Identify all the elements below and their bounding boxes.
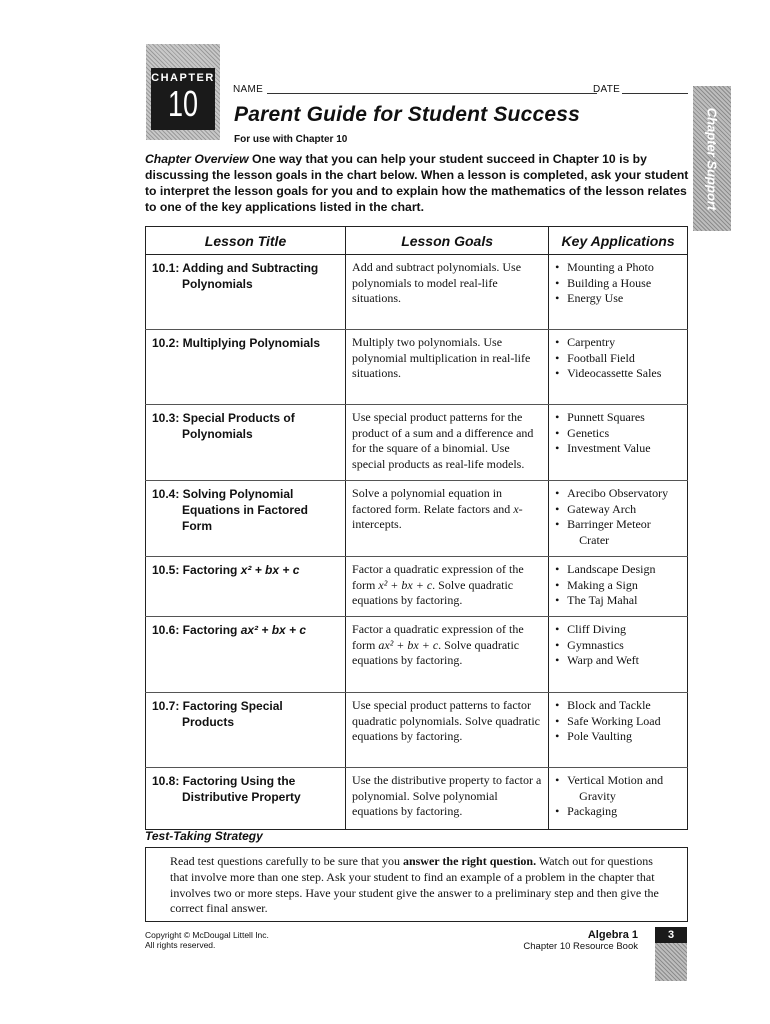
resource-book: Chapter 10 Resource Book (523, 941, 638, 952)
chapter-support-label: Chapter Support (704, 107, 720, 210)
table-header-row (146, 227, 688, 255)
strategy-box (145, 847, 688, 922)
goal-text: . Solve quadratic equations by factoring. (352, 637, 520, 668)
lesson-title-math: ax² + bx + c (240, 623, 307, 637)
application-item: • Making a Sign (555, 578, 682, 594)
strategy-emphasis: answer the right question. (402, 854, 537, 868)
lesson-title-cell (146, 481, 346, 557)
application-item: • Warp and Weft (555, 653, 682, 669)
chapter-overview (145, 151, 690, 215)
table-row (146, 617, 688, 693)
chapter-label: CHAPTER (151, 72, 215, 84)
application-item: • The Taj Mahal (555, 593, 682, 609)
key-applications-cell (549, 405, 688, 481)
lesson-title-cont: Polynomials (182, 277, 253, 291)
application-item: • Pole Vaulting (555, 729, 682, 745)
application-item: • Barringer Meteor (555, 517, 682, 533)
copyright (145, 930, 269, 950)
lesson-goal (352, 486, 543, 533)
lesson-title-math: x² + bx + c (240, 563, 300, 577)
chapter-badge-inner (151, 68, 215, 130)
rights-line: All rights reserved. (145, 940, 216, 950)
application-item: • Gymnastics (555, 638, 682, 654)
goal-expression: x² + bx + c (378, 577, 433, 592)
copyright-line: Copyright © McDougal Littell Inc. (145, 930, 269, 940)
application-item: • Block and Tackle (555, 698, 682, 714)
application-item: • Arecibo Observatory (555, 486, 682, 502)
table-row (146, 481, 688, 557)
lesson-goal: Use the distributive property to factor a polynomial. Solve polynomial equations by factoring. (352, 773, 542, 819)
strategy-text: Watch out for questions that involve more than one step. Ask your student to find an example of a problem in the chapter that involves two or more steps. Have your student give the answer to a preliminary step and then give the correct final answer. (170, 854, 659, 916)
lesson-goal-cell (346, 330, 549, 405)
application-item: • Vertical Motion and (555, 773, 682, 789)
lesson-title: 10.6: Factoring (152, 623, 241, 637)
key-applications-cell (549, 693, 688, 768)
lesson-title-cell (146, 330, 346, 405)
table-row (146, 557, 688, 617)
goal-text: -intercepts. (352, 501, 523, 532)
date-label: DATE (593, 84, 621, 95)
application-item: • Football Field (555, 351, 682, 367)
lesson-title-cell (146, 693, 346, 768)
header-key-applications: Key Applications (549, 227, 688, 255)
application-item: • Safe Working Load (555, 714, 682, 730)
chapter-support-tab (693, 86, 731, 231)
application-item: • Punnett Squares (555, 410, 682, 426)
strategy-text: Read test questions carefully to be sure that you (170, 854, 403, 868)
table-row (146, 768, 688, 830)
key-applications-cell (549, 255, 688, 330)
page-number: 3 (655, 927, 687, 943)
header-lesson-goals: Lesson Goals (346, 227, 549, 255)
footer-book-info (500, 929, 638, 952)
lesson-goal-cell (346, 693, 549, 768)
key-applications-cell (549, 617, 688, 693)
name-date-row (233, 84, 688, 100)
application-item: • Landscape Design (555, 562, 682, 578)
lesson-goal (352, 562, 543, 609)
lesson-goal-cell (346, 405, 549, 481)
application-item: • Genetics (555, 426, 682, 442)
book-title: Algebra 1 (587, 929, 638, 941)
key-applications-cell (549, 768, 688, 830)
application-item: • Gateway Arch (555, 502, 682, 518)
page-subtitle: For use with Chapter 10 (234, 134, 348, 145)
lesson-goal: Use special product patterns for the product of a sum and a difference and for the square of a binomial. Use special products as real-life models. (352, 410, 534, 471)
goal-variable: x (513, 501, 519, 516)
lesson-goal-cell (346, 617, 549, 693)
key-applications-cell (549, 330, 688, 405)
overview-heading: Chapter Overview (145, 152, 249, 166)
lesson-title-cont: Equations in Factored (182, 503, 309, 517)
strategy-heading: Test-Taking Strategy (145, 829, 263, 843)
application-item: • Energy Use (555, 291, 682, 307)
lesson-title: 10.3: Special Products of (152, 411, 295, 425)
goal-text: Factor a quadratic expression of the (352, 622, 524, 636)
application-item: • Mounting a Photo (555, 260, 682, 276)
table-row (146, 693, 688, 768)
lesson-title-cell (146, 617, 346, 693)
lesson-title-cell (146, 255, 346, 330)
lesson-title: 10.8: Factoring Using the (152, 774, 296, 788)
lesson-goal (352, 622, 543, 669)
lesson-goal-cell (346, 768, 549, 830)
header-lesson-title: Lesson Title (146, 227, 346, 255)
lesson-title: 10.7: Factoring Special (152, 699, 283, 713)
lesson-goal: Use special product patterns to factor quadratic polynomials. Solve quadratic equations by factoring. (352, 698, 540, 744)
application-item: • Carpentry (555, 335, 682, 351)
lesson-goal-cell (346, 255, 549, 330)
application-item-cont: Crater (579, 532, 610, 547)
page-title: Parent Guide for Student Success (234, 103, 580, 126)
goal-text: . Solve quadratic equations by factoring. (352, 577, 514, 608)
goal-text: form (352, 577, 379, 592)
name-label: NAME (233, 84, 264, 95)
lesson-title-cont: Products (182, 715, 235, 729)
key-applications-cell (549, 557, 688, 617)
lesson-title-cell (146, 405, 346, 481)
lesson-goal: Multiply two polynomials. Use polynomial multiplication in real-life situations. (352, 335, 531, 381)
lesson-title-cont: Distributive Property (182, 790, 301, 804)
application-item: • Cliff Diving (555, 622, 682, 638)
lesson-table (145, 226, 688, 830)
name-field[interactable] (267, 93, 597, 94)
application-item: • Packaging (555, 804, 682, 820)
application-item: • Investment Value (555, 441, 682, 457)
application-item-cont: Gravity (579, 788, 616, 803)
lesson-title: 10.4: Solving Polynomial (152, 487, 294, 501)
lesson-title-cell (146, 768, 346, 830)
date-field[interactable] (622, 93, 688, 94)
lesson-title-cell (146, 557, 346, 617)
goal-text: form (352, 637, 379, 652)
application-item: • Videocassette Sales (555, 366, 682, 382)
goal-expression: ax² + bx + c (378, 637, 439, 652)
chapter-number: 10 (167, 83, 199, 124)
lesson-title: 10.2: Multiplying Polynomials (152, 336, 321, 350)
chapter-badge (146, 44, 220, 140)
overview-text: One way that you can help your student succeed in Chapter 10 is by discussing the lesson goals in the chart below. When a lesson is completed, ask your student to interpret the lesson goals for you and to explain how the mathematics of the lesson relates to one of the key applications listed in the chart. (145, 152, 689, 214)
lesson-goal-cell (346, 481, 549, 557)
lesson-goal: Add and subtract polynomials. Use polynomials to model real-life situations. (352, 260, 522, 306)
lesson-goal-cell (346, 557, 549, 617)
lesson-title: 10.5: Factoring (152, 563, 241, 577)
table-row (146, 255, 688, 330)
lesson-title: 10.1: Adding and Subtracting (152, 261, 319, 275)
goal-text: Factor a quadratic expression of the (352, 562, 524, 576)
application-item: • Building a House (555, 276, 682, 292)
table-row (146, 330, 688, 405)
lesson-title-cont: Form (182, 519, 212, 533)
key-applications-cell (549, 481, 688, 557)
table-row (146, 405, 688, 481)
lesson-title-cont: Polynomials (182, 427, 253, 441)
goal-text: Solve a polynomial equation in factored form. Relate factors and (352, 486, 514, 516)
